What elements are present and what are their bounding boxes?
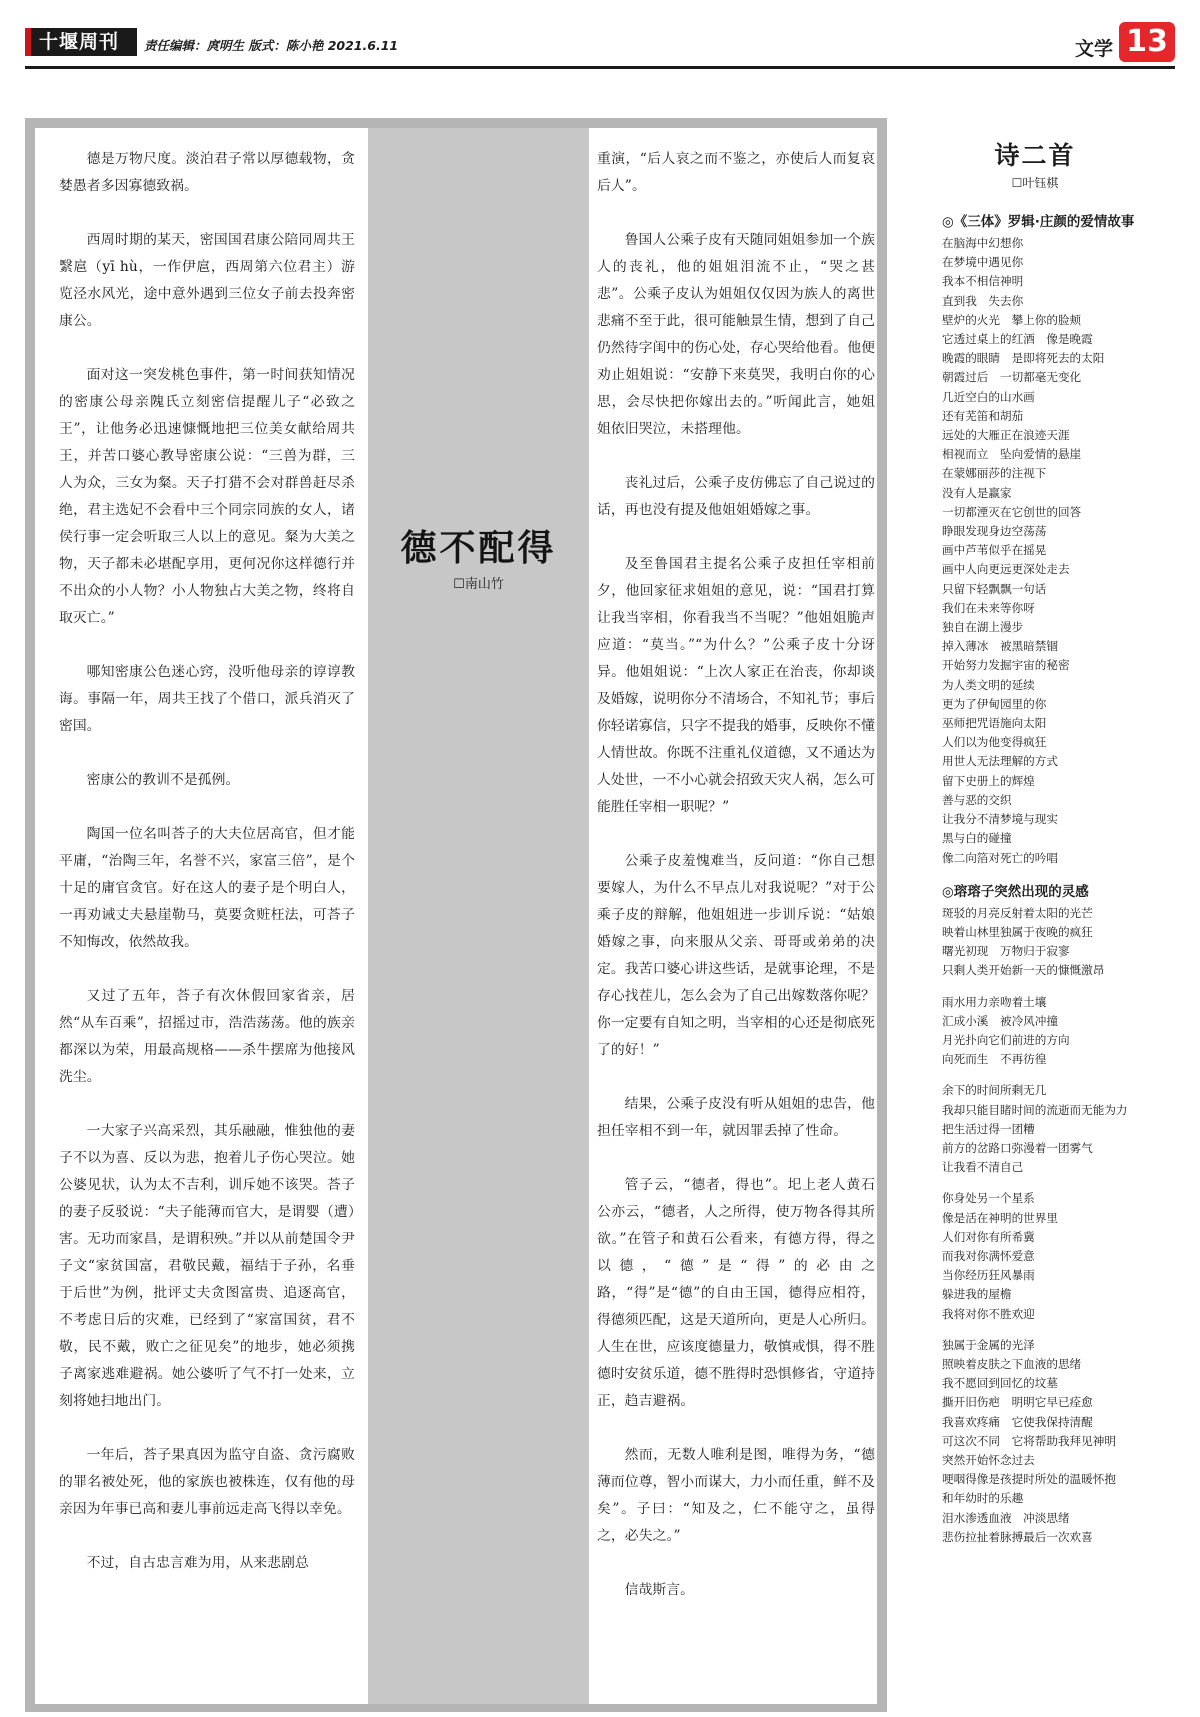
poem-line: 朝霞过后 一切都毫无变化: [942, 370, 1082, 385]
article-frame: [25, 118, 887, 1712]
poem-line: 一切都湮灭在它创世的回答: [942, 504, 1082, 519]
poem-line: 巫师把咒语施向太阳: [942, 716, 1047, 731]
poem-line: 斑驳的月亮反射着太阳的光芒: [942, 905, 1093, 920]
poem-line: 雨水用力亲吻着土壤: [942, 994, 1047, 1009]
poem-line: 躲进我的屋檐: [942, 1287, 1012, 1302]
poem-line: 善与恶的交织: [942, 792, 1012, 807]
poem-stanza: [942, 1189, 1182, 1323]
article-paragraph: 一年后，荅子果真因为监守自盗、贪污腐败的罪名被处死，他的家族也被株连，仅有他的母亲因为年事已高和妻儿事前远走高飞得以幸免。: [59, 1447, 355, 1517]
article-paragraph: 信哉斯言。: [624, 1582, 695, 1598]
poem-line: 我喜欢疼痛 它使我保持清醒: [942, 1414, 1093, 1429]
poem-line: 我不愿回到回忆的坟墓: [942, 1376, 1058, 1391]
poems-author: ☐叶钰棋: [1011, 176, 1059, 190]
poem-line: 让我分不清梦境与现实: [942, 812, 1058, 827]
poem-line: 几近空白的山水画: [942, 389, 1035, 404]
poem-line: 只留下轻飘飘一句话: [942, 581, 1047, 596]
poem-stanza: [942, 1081, 1182, 1177]
poem-line: 没有人是赢家: [942, 485, 1012, 500]
article-title: 德不配得: [400, 527, 557, 569]
poem-line: 在蒙娜丽莎的注视下: [942, 466, 1047, 481]
poem-line: 哽咽得像是孩提时所处的温暖怀抱: [942, 1472, 1116, 1487]
poem-line: 它透过桌上的红酒 像是晚霞: [942, 332, 1093, 347]
poem-line: 独属于金属的光泽: [942, 1337, 1035, 1352]
title-band: [368, 128, 589, 1704]
poem-line: 开始努力发掘宇宙的秘密: [942, 658, 1070, 673]
poem-line: 相视而立 坠向爱情的悬崖: [942, 447, 1082, 462]
article-paragraph: 然而，无数人唯利是图，唯得为务，“德薄而位尊，智小而谋大，力小而任重，鲜不及矣”。子曰：“知及之，仁不能守之，虽得之，必失之。”: [597, 1447, 875, 1544]
article-paragraph: 密康公的教训不是孤例。: [86, 772, 240, 788]
article-paragraph: 哪知密康公色迷心窍，没听他母亲的谆谆教诲。事隔一年，周共王找了个借口，派兵消灭了密国。: [59, 664, 355, 734]
poem-line: 在梦境中遇见你: [942, 255, 1024, 270]
article-paragraph: 德是万物尺度。淡泊君子常以厚德载物，贪婪愚者多因寡德致祸。: [59, 151, 355, 194]
poem-line: 黑与白的碰撞: [942, 831, 1012, 846]
poems-column: [942, 140, 1182, 1710]
article-paragraph: 面对这一突发桃色事件，第一时间获知情况的密康公母亲隗氏立刻密信提醒儿子“必致之王”，让他务必迅速慷慨地把三位美女献给周共王，并苦口婆心教导密康公说：“三兽为群，三人为众，三女为粲。天子打猎不会对群兽赶尽杀绝，君主选妃不会看中三个同宗同族的女人，诸侯行事一定会听取三人以上的意见。粲为大美之物，天子都未必堪配享用，更何况你这样德行并不出众的小人物？小人物独占大美之物，终将自取灭亡。”: [59, 367, 355, 626]
poem-line: 月光扑向它们前进的方向: [942, 1032, 1070, 1047]
poem-1-body: [942, 234, 1182, 868]
poem-line: 用世人无法理解的方式: [942, 754, 1058, 769]
poem-stanza: [942, 904, 1182, 981]
poem-line: 像是活在神明的世界里: [942, 1210, 1058, 1225]
article-paragraph: 公乘子皮羞愧难当，反问道：“你自己想要嫁人，为什么不早点儿对我说呢？”对于公乘子皮的辩解，他姐姐进一步训斥说：“姑娘婚嫁之事，向来服从父亲、哥哥或弟弟的决定。我苦口婆心讲这些话，是就事论理，不是存心找茬儿，怎么会为了自己出嫁数落你呢？你一定要有自知之明，当宰相的心还是彻底死了的好！”: [597, 853, 875, 1058]
poem-stanza: [942, 993, 1182, 1070]
article-paragraph: 及至鲁国君主提名公乘子皮担任宰相前夕，他回家征求姐姐的意见，说：“国君打算让我当宰相，你看我当不当呢？”他姐姐脆声应道：“莫当。”“为什么？”公乘子皮十分讶异。他姐姐说：“上次人家正在治丧，你却谈及婚嫁，说明你分不清场合，不知礼节；事后你轻诺寡信，只字不提我的婚事，反映你不懂人情世故。你既不注重礼仪道德，又不通达为人处世，一不小心就会招致天灾人祸，怎么可能胜任宰相一职呢？”: [597, 556, 875, 815]
logo-text: 十堰周刊: [39, 31, 120, 53]
poem-line: 人们以为他变得疯狂: [942, 735, 1047, 750]
poem-line: 向死而生 不再彷徨: [942, 1052, 1047, 1067]
poem-line: 你身处另一个星系: [942, 1191, 1035, 1206]
article-paragraph: 一大家子兴高采烈，其乐融融，惟独他的妻子不以为喜、反以为悲，抱着儿子伤心哭泣。她公婆见状，认为太不吉利，训斥她不该哭。荅子的妻子反驳说：“夫子能薄而官大，是谓婴（遭）害。无功而家昌，是谓积殃。”并以从前楚国令尹子文“家贫国富，君敬民戴，福结于子孙，名垂于后世”为例，批评丈夫贪图富贵、追逐高官，不考虑日后的灾难，已经到了“家富国贫，君不敬，民不戴，败亡之征见矣”的地步，她必须携子离家逃难避祸。她公婆听了气不打一处来，立刻将她扫地出门。: [59, 1123, 355, 1409]
poem-line: 我本不相信神明: [942, 274, 1024, 289]
poem-line: 人们对你有所希冀: [942, 1229, 1035, 1244]
poem-line: 泪水渗透血液 冲淡思绪: [942, 1510, 1070, 1525]
masthead: [25, 22, 1175, 62]
article-paragraph: 西周时期的某天，密国国君康公陪同周共王繄扈（yī hù，一作伊扈，西周第六位君主）游览泾水风光，途中意外遇到三位女子前去投奔密康公。: [59, 232, 355, 329]
article-paragraph: 管子云，“德者，得也”。圯上老人黄石公亦云，“德者，人之所得，使万物各得其所欲。”在管子和黄石公看来，有德方得，得之以德，“德”是“得”的必由之路，“得”是“德”的自由王国，德得应相符，得德须匹配，这是天道所向，更是人心所归。人生在世，应该度德量力，敬慎戒惧，得不胜德时安贫乐道，德不胜得时恐惧修省，守道持正，趋吉避祸。: [597, 1177, 875, 1409]
poem-line: 还有芜笛和胡茄: [942, 408, 1024, 423]
poems-title: 诗二首: [994, 141, 1076, 170]
poem-line: 可这次不同 它将帮助我拜见神明: [942, 1433, 1116, 1448]
poem-line: 更为了伊甸园里的你: [942, 696, 1047, 711]
poem-line: 远处的大雁正在浪迹天涯: [942, 428, 1070, 443]
poem-line: 当你经历狂风暴雨: [942, 1268, 1035, 1283]
article-paragraph: 结果，公乘子皮没有听从姐姐的忠告，他担任宰相不到一年，就因罪丢掉了性命。: [597, 1096, 875, 1139]
editor-credits: 责任编辑：庹明生 版式：陈小艳 2021.6.11: [144, 38, 399, 53]
poem-stanza: [942, 1336, 1182, 1547]
poem-line: 我将对你不胜欢迎: [942, 1306, 1035, 1321]
poem-line: 留下史册上的辉煌: [942, 773, 1035, 788]
poem-line: 曙光初现 万物归于寂寥: [942, 944, 1070, 959]
poem-line: 睁眼发现身边空荡荡: [942, 524, 1047, 539]
poem-2-subtitle: ◎瑢瑢子突然出现的灵感: [942, 883, 1089, 900]
page-number-badge: 13: [1119, 22, 1175, 62]
article-right-column: [597, 146, 875, 1706]
poem-line: 照映着皮肤之下血液的思绪: [942, 1356, 1082, 1371]
poem-1-subtitle: ◎《三体》罗辑·庄颜的爱情故事: [942, 214, 1135, 230]
poem-line: 突然开始怀念过去: [942, 1452, 1035, 1467]
article-paragraph: 不过，自古忠言难为用，从来悲剧总: [86, 1555, 309, 1571]
poem-line: 我却只能目睹时间的流逝而无能为力: [942, 1102, 1128, 1117]
article-paragraph: 丧礼过后，公乘子皮仿佛忘了自己说过的话，再也没有提及他姐姐婚嫁之事。: [597, 475, 875, 518]
poem-line: 晚霞的眼睛 是即将死去的太阳: [942, 351, 1105, 366]
poem-line: 和年幼时的乐趣: [942, 1491, 1024, 1506]
poem-line: 画中人向更远更深处走去: [942, 562, 1070, 577]
article-paragraph: 鲁国人公乘子皮有天随同姐姐参加一个族人的丧礼，他的姐姐泪流不止，“哭之甚悲”。公乘子皮认为姐姐仅仅因为族人的离世悲痛不至于此，很可能触景生情，想到了自己仍然待字闺中的伤心处，存心哭给他看。他便劝止姐姐说：“安静下来莫哭，我明白你的心思，会尽快把你嫁出去的。”听闻此言，她姐姐依旧哭泣，未搭理他。: [597, 232, 875, 437]
poem-line: 为人类文明的延续: [942, 677, 1035, 692]
poem-line: 掉入薄冰 被黑暗禁锢: [942, 639, 1058, 654]
article-paragraph: 陶国一位名叫荅子的大夫位居高官，但才能平庸，“治陶三年，名誉不兴，家富三倍”，是个十足的庸官贪官。好在这人的妻子是个明白人，一再劝诫丈夫悬崖勒马，莫要贪赃枉法，可荅子不知悔改，依然故我。: [59, 826, 355, 950]
poem-line: 前方的岔路口弥漫着一团雾气: [942, 1140, 1093, 1155]
poem-line: 直到我 失去你: [942, 293, 1024, 308]
poem-line: 像二向箔对死亡的吟唱: [942, 850, 1058, 865]
poem-line: 悲伤拉扯着脉搏最后一次欢喜: [942, 1529, 1093, 1544]
poem-line: 让我看不清自己: [942, 1160, 1024, 1175]
poem-line: 撕开旧伤疤 明明它早已痊愈: [942, 1395, 1093, 1410]
poem-line: 在脑海中幻想你: [942, 236, 1024, 250]
poem-line: 映着山林里独属于夜晚的疯狂: [942, 924, 1093, 939]
poem-line: 只剩人类开始新一天的慷慨激昂: [942, 963, 1105, 978]
poem-line: 独自在湖上漫步: [942, 620, 1024, 635]
poem-line: 而我对你满怀爱意: [942, 1248, 1035, 1263]
poem-line: 画中芦苇似乎在摇晃: [942, 543, 1047, 558]
poem-2-body: [942, 904, 1182, 1547]
poem-line: 把生活过得一团糟: [942, 1121, 1035, 1136]
poem-line: 余下的时间所剩无几: [942, 1083, 1047, 1098]
poem-line: 汇成小溪 被冷风冲撞: [942, 1013, 1058, 1028]
newspaper-logo: [25, 28, 137, 56]
section-name: 文学: [1075, 38, 1114, 60]
poem-line: 壁炉的火光 攀上你的脸颊: [942, 312, 1082, 327]
article-author: ☐南山竹: [453, 577, 504, 592]
article-left-column: [59, 146, 355, 1706]
article-paragraph: 又过了五年，荅子有次休假回家省亲，居然“从车百乘”，招摇过市，浩浩荡荡。他的族亲都深以为荣，用最高规格——杀牛摆席为他接风洗尘。: [59, 988, 355, 1085]
article-paragraph-continued: 重演，“后人哀之而不鉴之，亦使后人而复哀后人”。: [597, 151, 875, 194]
masthead-rule: [25, 66, 1175, 69]
poem-line: 我们在未来等你呀: [942, 600, 1035, 615]
